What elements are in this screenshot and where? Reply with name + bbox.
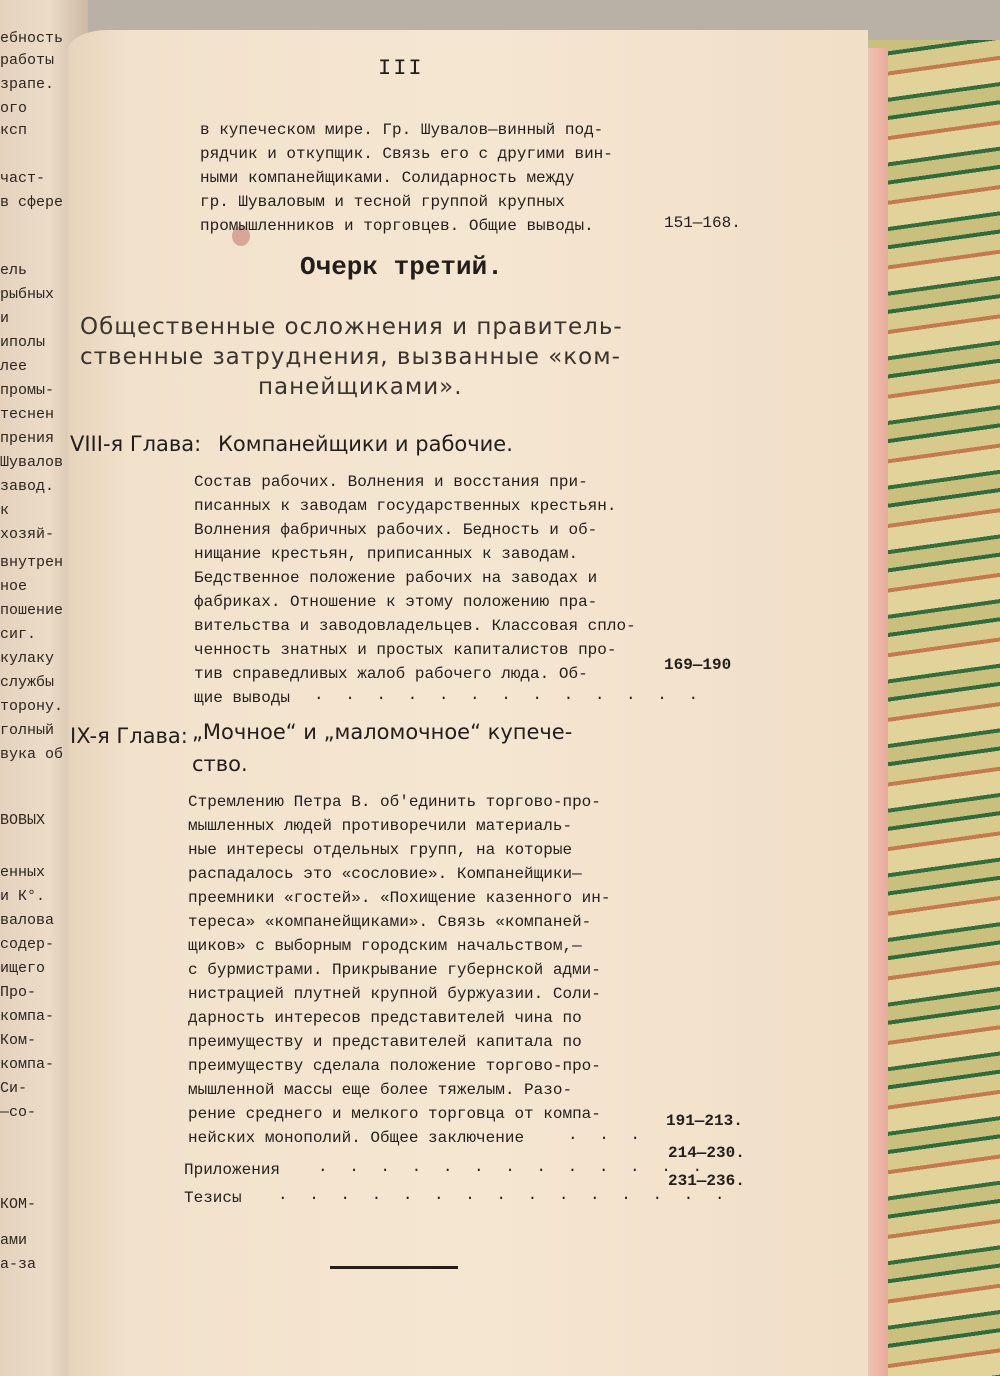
chapter-9-line: с бурмистрами. Прикрывание губернской адми- xyxy=(188,961,601,979)
chapter-9-line: мышленных людей противоречили материаль- xyxy=(188,817,573,835)
closing-rule xyxy=(330,1266,458,1269)
left-page-fragment: ого xyxy=(0,100,28,117)
left-page-fragment: хозяй- xyxy=(0,526,55,543)
chapter-9-line: преемники «гостей». «Похищение казенного ин- xyxy=(188,889,611,907)
intro-page-range: 151—168. xyxy=(664,214,741,232)
left-page-fragment: сиг. xyxy=(0,626,37,643)
appendix-label: Приложения xyxy=(184,1161,281,1179)
intro-line: в купеческом мире. Гр. Шувалов—винный под- xyxy=(200,121,604,139)
intro-line: промышленников и торговцев. Общие выводы. xyxy=(200,217,594,235)
chapter-9-title: ство. xyxy=(192,752,248,776)
left-page-fragment: компа- xyxy=(0,1056,55,1073)
left-page-fragment: а-за xyxy=(0,1256,37,1273)
dot-leader: . . . . . . . . . . . . . xyxy=(318,1158,709,1176)
chapter-9-line: преимуществу и представителей капитала по xyxy=(188,1033,582,1051)
left-page-fragment: в сфере xyxy=(0,194,64,211)
theses-label: Тезисы xyxy=(184,1189,242,1207)
left-page-fragment: компа- xyxy=(0,1008,55,1025)
left-page-fragment: теснен xyxy=(0,406,55,423)
left-page-fragment: енных xyxy=(0,864,46,881)
left-page-fragment: и К°. xyxy=(0,888,46,905)
dot-leader: . . . . . . . . . . . . . . . xyxy=(278,1186,731,1204)
left-page-fragment: —со- xyxy=(0,1104,37,1121)
chapter-9-line: мышленной массы еще более тяжелым. Разо- xyxy=(188,1081,573,1099)
left-page-fragment: промы- xyxy=(0,382,55,399)
left-page-fragment: завод. xyxy=(0,478,55,495)
left-page-fragment: рыбных xyxy=(0,286,55,303)
left-page-fragment: Си- xyxy=(0,1080,28,1097)
chapter-9-line: распадалось это «сословие». Компанейщики— xyxy=(188,865,582,883)
chapter-9-line: рение среднего и мелкого торговца от компа- xyxy=(188,1105,601,1123)
left-page-fragment: к xyxy=(0,502,10,519)
left-page-fragment: част- xyxy=(0,170,46,187)
left-page-fragment: внутрен xyxy=(0,554,64,571)
chapter-9-line: нейских монополий. Общее заключение xyxy=(188,1129,525,1147)
left-page-fragment: Про- xyxy=(0,984,37,1001)
left-page-fragment: ное xyxy=(0,578,28,595)
left-page-fragment: и xyxy=(0,310,10,327)
intro-line: гр. Шуваловым и тесной группой крупных xyxy=(200,193,565,211)
left-page-fragment: лее xyxy=(0,358,28,375)
left-page-fragment: ебность xyxy=(0,30,64,47)
chapter-9-line: Стремлению Петра В. об'единить торгово-про- xyxy=(188,793,601,811)
chapter-9-line: нистрацией плутней крупной буржуазии. Соли- xyxy=(188,985,601,1003)
section-title-line: ственные затруднения, вызванные «ком- xyxy=(80,344,621,370)
dot-leader: . . . . . . . . . . . . . xyxy=(314,686,705,704)
left-page-fragment: КОМ- xyxy=(0,1196,37,1213)
left-page-fragment: ами xyxy=(0,1232,28,1249)
left-page-fragment: работы xyxy=(0,52,55,69)
appendix-page-range: 214—230. xyxy=(668,1144,745,1162)
left-page-fragment: ищего xyxy=(0,960,46,977)
section-title-line: Общественные осложнения и правитель- xyxy=(80,314,623,340)
chapter-9-line: дарность интересов представителей чина по xyxy=(188,1009,582,1027)
chapter-8-line: Состав рабочих. Волнения и восстания при- xyxy=(194,473,588,491)
left-page-fragment: торону. xyxy=(0,698,64,715)
chapter-9-line: тереса» «компанейщиками». Связь «компаней- xyxy=(188,913,592,931)
chapter-8-line: Бедственное положение рабочих на заводах и xyxy=(194,569,598,587)
chapter-8-line: ченность знатных и простых капиталистов про- xyxy=(194,641,617,659)
chapter-9-title: „Мочное“ и „маломочное“ купече- xyxy=(192,720,573,744)
section-title-line: панейщиками». xyxy=(258,374,463,400)
left-page-fragment: вука об xyxy=(0,746,64,763)
left-page-fragment: иполы xyxy=(0,334,46,351)
chapter-9-line: ные интересы отдельных групп, на которые xyxy=(188,841,573,859)
chapter-8-line: фабриках. Отношение к этому положению пра- xyxy=(194,593,598,611)
left-page-fragment: ксп xyxy=(0,122,28,139)
left-page-fragment: содер- xyxy=(0,936,55,953)
intro-line: рядчик и откупщик. Связь его с другими вин- xyxy=(200,145,613,163)
intro-line: ными компанейщиками. Солидарность между xyxy=(200,169,575,187)
dot-leader: . . . xyxy=(568,1126,647,1144)
left-page-fragment: зрапе. xyxy=(0,76,55,93)
left-page-fragment: прения xyxy=(0,430,55,447)
chapter-9-line: щиков» с выборным городским начальством,— xyxy=(188,937,582,955)
left-page-fragment: валова xyxy=(0,912,55,929)
chapter-8-label: VIII-я Глава: xyxy=(70,432,202,456)
chapter-9-page-range: 191—213. xyxy=(666,1112,743,1130)
chapter-9-line: преимуществу сделала положение торгово-про- xyxy=(188,1057,601,1075)
chapter-8-line: нищание крестьян, приписанных к заводам. xyxy=(194,545,579,563)
page-number: III xyxy=(378,56,424,81)
left-page-fragment: Ком- xyxy=(0,1032,37,1049)
left-page-fragment: ВОВЫХ xyxy=(0,812,46,829)
left-page-fragment: голный xyxy=(0,722,55,739)
left-page-fragment: Шувалов xyxy=(0,454,64,471)
chapter-8-line: тив справедливых жалоб рабочего люда. Об- xyxy=(194,665,588,683)
essay-title: Очерк третий. xyxy=(300,252,503,282)
book-page xyxy=(68,30,868,1376)
left-page-fragment: пошение xyxy=(0,602,64,619)
chapter-8-title: Компанейщики и рабочие. xyxy=(218,432,513,456)
theses-page-range: 231—236. xyxy=(668,1172,745,1190)
left-page-fragment: кулаку xyxy=(0,650,55,667)
chapter-8-line: писанных к заводам государственных крестьян. xyxy=(194,497,617,515)
chapter-9-label: IX-я Глава: xyxy=(70,724,188,748)
chapter-8-line: вительства и заводовладельцев. Классовая спло- xyxy=(194,617,636,635)
chapter-8-line: Волнения фабричных рабочих. Бедность и об- xyxy=(194,521,598,539)
chapter-8-line: щие выводы xyxy=(194,689,291,707)
left-page-fragment: службы xyxy=(0,674,55,691)
chapter-8-page-range: 169—190 xyxy=(664,656,732,674)
left-page-fragment: ель xyxy=(0,262,28,279)
